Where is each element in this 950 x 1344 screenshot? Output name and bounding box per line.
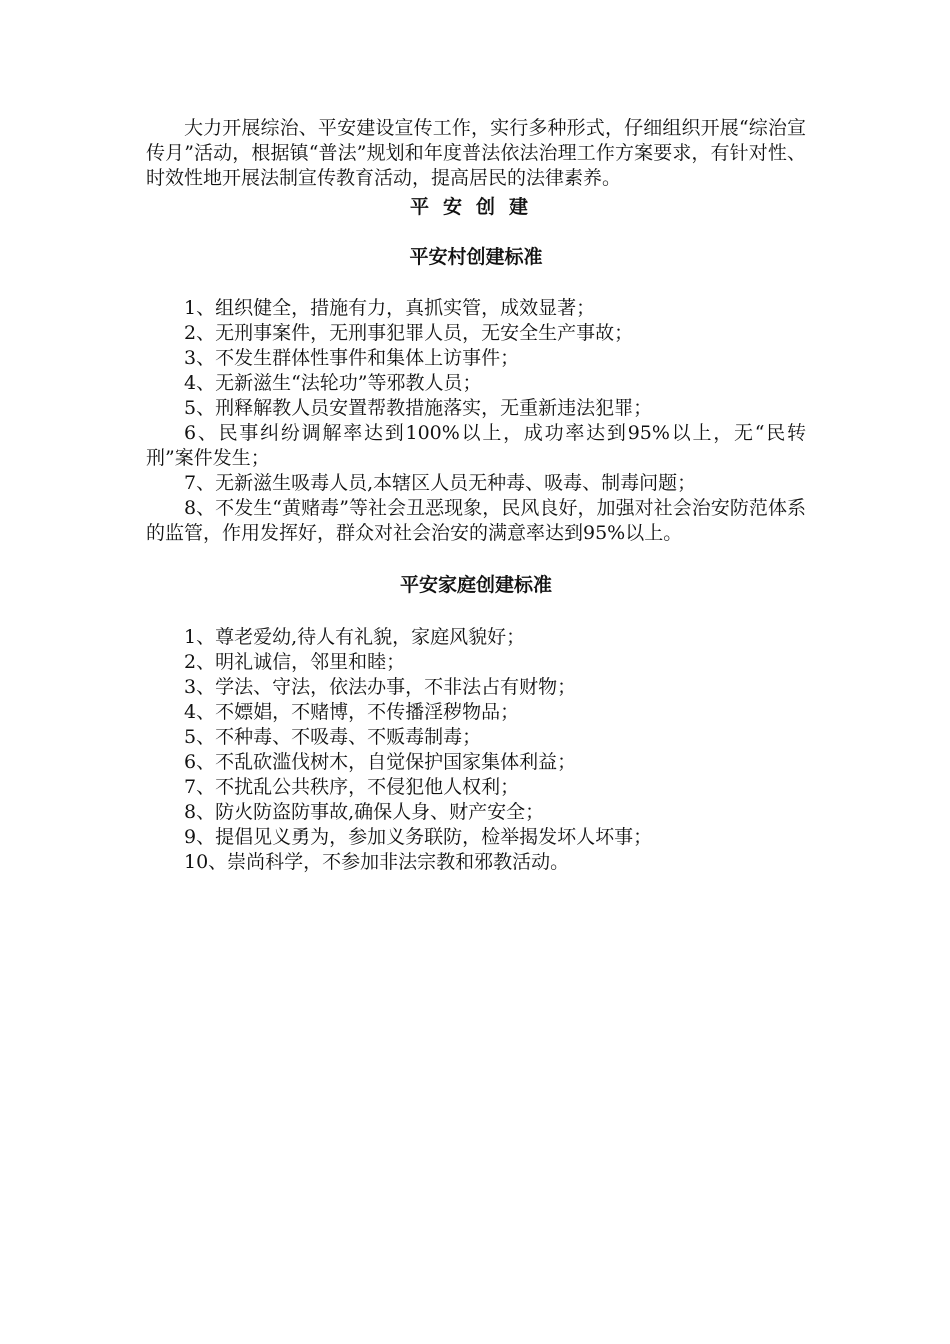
list-item: 8、防火防盗防事故,确保人身、财产安全； <box>184 801 545 823</box>
list-item: 1、尊老爱幼,待人有礼貌，家庭风貌好； <box>184 626 526 648</box>
list-item: 5、刑释解教人员安置帮教措施落实，无重新违法犯罪； <box>184 397 653 419</box>
list-item: 8、不发生“黄赌毒”等社会丑恶现象，民风良好，加强对社会治安防范体系的监管，作用发挥好，群众对社会治安的满意率达到95%以上。 <box>146 497 806 544</box>
list-item: 4、无新滋生“法轮功”等邪教人员； <box>184 372 482 394</box>
list-item: 6、不乱砍滥伐树木，自觉保护国家集体利益； <box>184 751 577 773</box>
village-standards-heading: 平安村创建标准 <box>409 246 543 268</box>
list-item: 3、学法、守法，依法办事，不非法占有财物； <box>184 676 577 698</box>
list-item: 6、民事纠纷调解率达到100%以上，成功率达到95%以上，无“民转刑”案件发生； <box>146 422 806 469</box>
family-standards-heading: 平安家庭创建标准 <box>399 574 552 596</box>
list-item: 2、明礼诚信，邻里和睦； <box>184 651 406 673</box>
village-standards-list <box>146 296 806 546</box>
family-standards-list <box>146 625 806 875</box>
list-item: 2、无刑事案件，无刑事犯罪人员，无安全生产事故； <box>184 322 634 344</box>
list-item: 7、无新滋生吸毒人员,本辖区人员无种毒、吸毒、制毒问题； <box>184 472 697 494</box>
list-item: 7、不扰乱公共秩序，不侵犯他人权利； <box>184 776 520 798</box>
intro-paragraph: 大力开展综治、平安建设宣传工作，实行多种形式，仔细组织开展“综治宣传月”活动，根据镇“普法”规划和年度普法依法治理工作方案要求，有针对性、时效性地开展法制宣传教育活动，提高居民的法律素养。 <box>146 117 806 189</box>
main-heading: 平安创建 <box>409 196 542 218</box>
list-item: 3、不发生群体性事件和集体上访事件； <box>184 347 520 369</box>
list-item: 5、不种毒、不吸毒、不贩毒制毒； <box>184 726 482 748</box>
list-item: 9、提倡见义勇为，参加义务联防，检举揭发坏人坏事； <box>184 826 653 848</box>
list-item: 1、组织健全，措施有力，真抓实管，成效显著； <box>184 297 596 319</box>
document-page <box>146 116 806 875</box>
list-item: 10、崇尚科学，不参加非法宗教和邪教活动。 <box>184 851 570 873</box>
list-item: 4、不嫖娼，不赌博，不传播淫秽物品； <box>184 701 520 723</box>
